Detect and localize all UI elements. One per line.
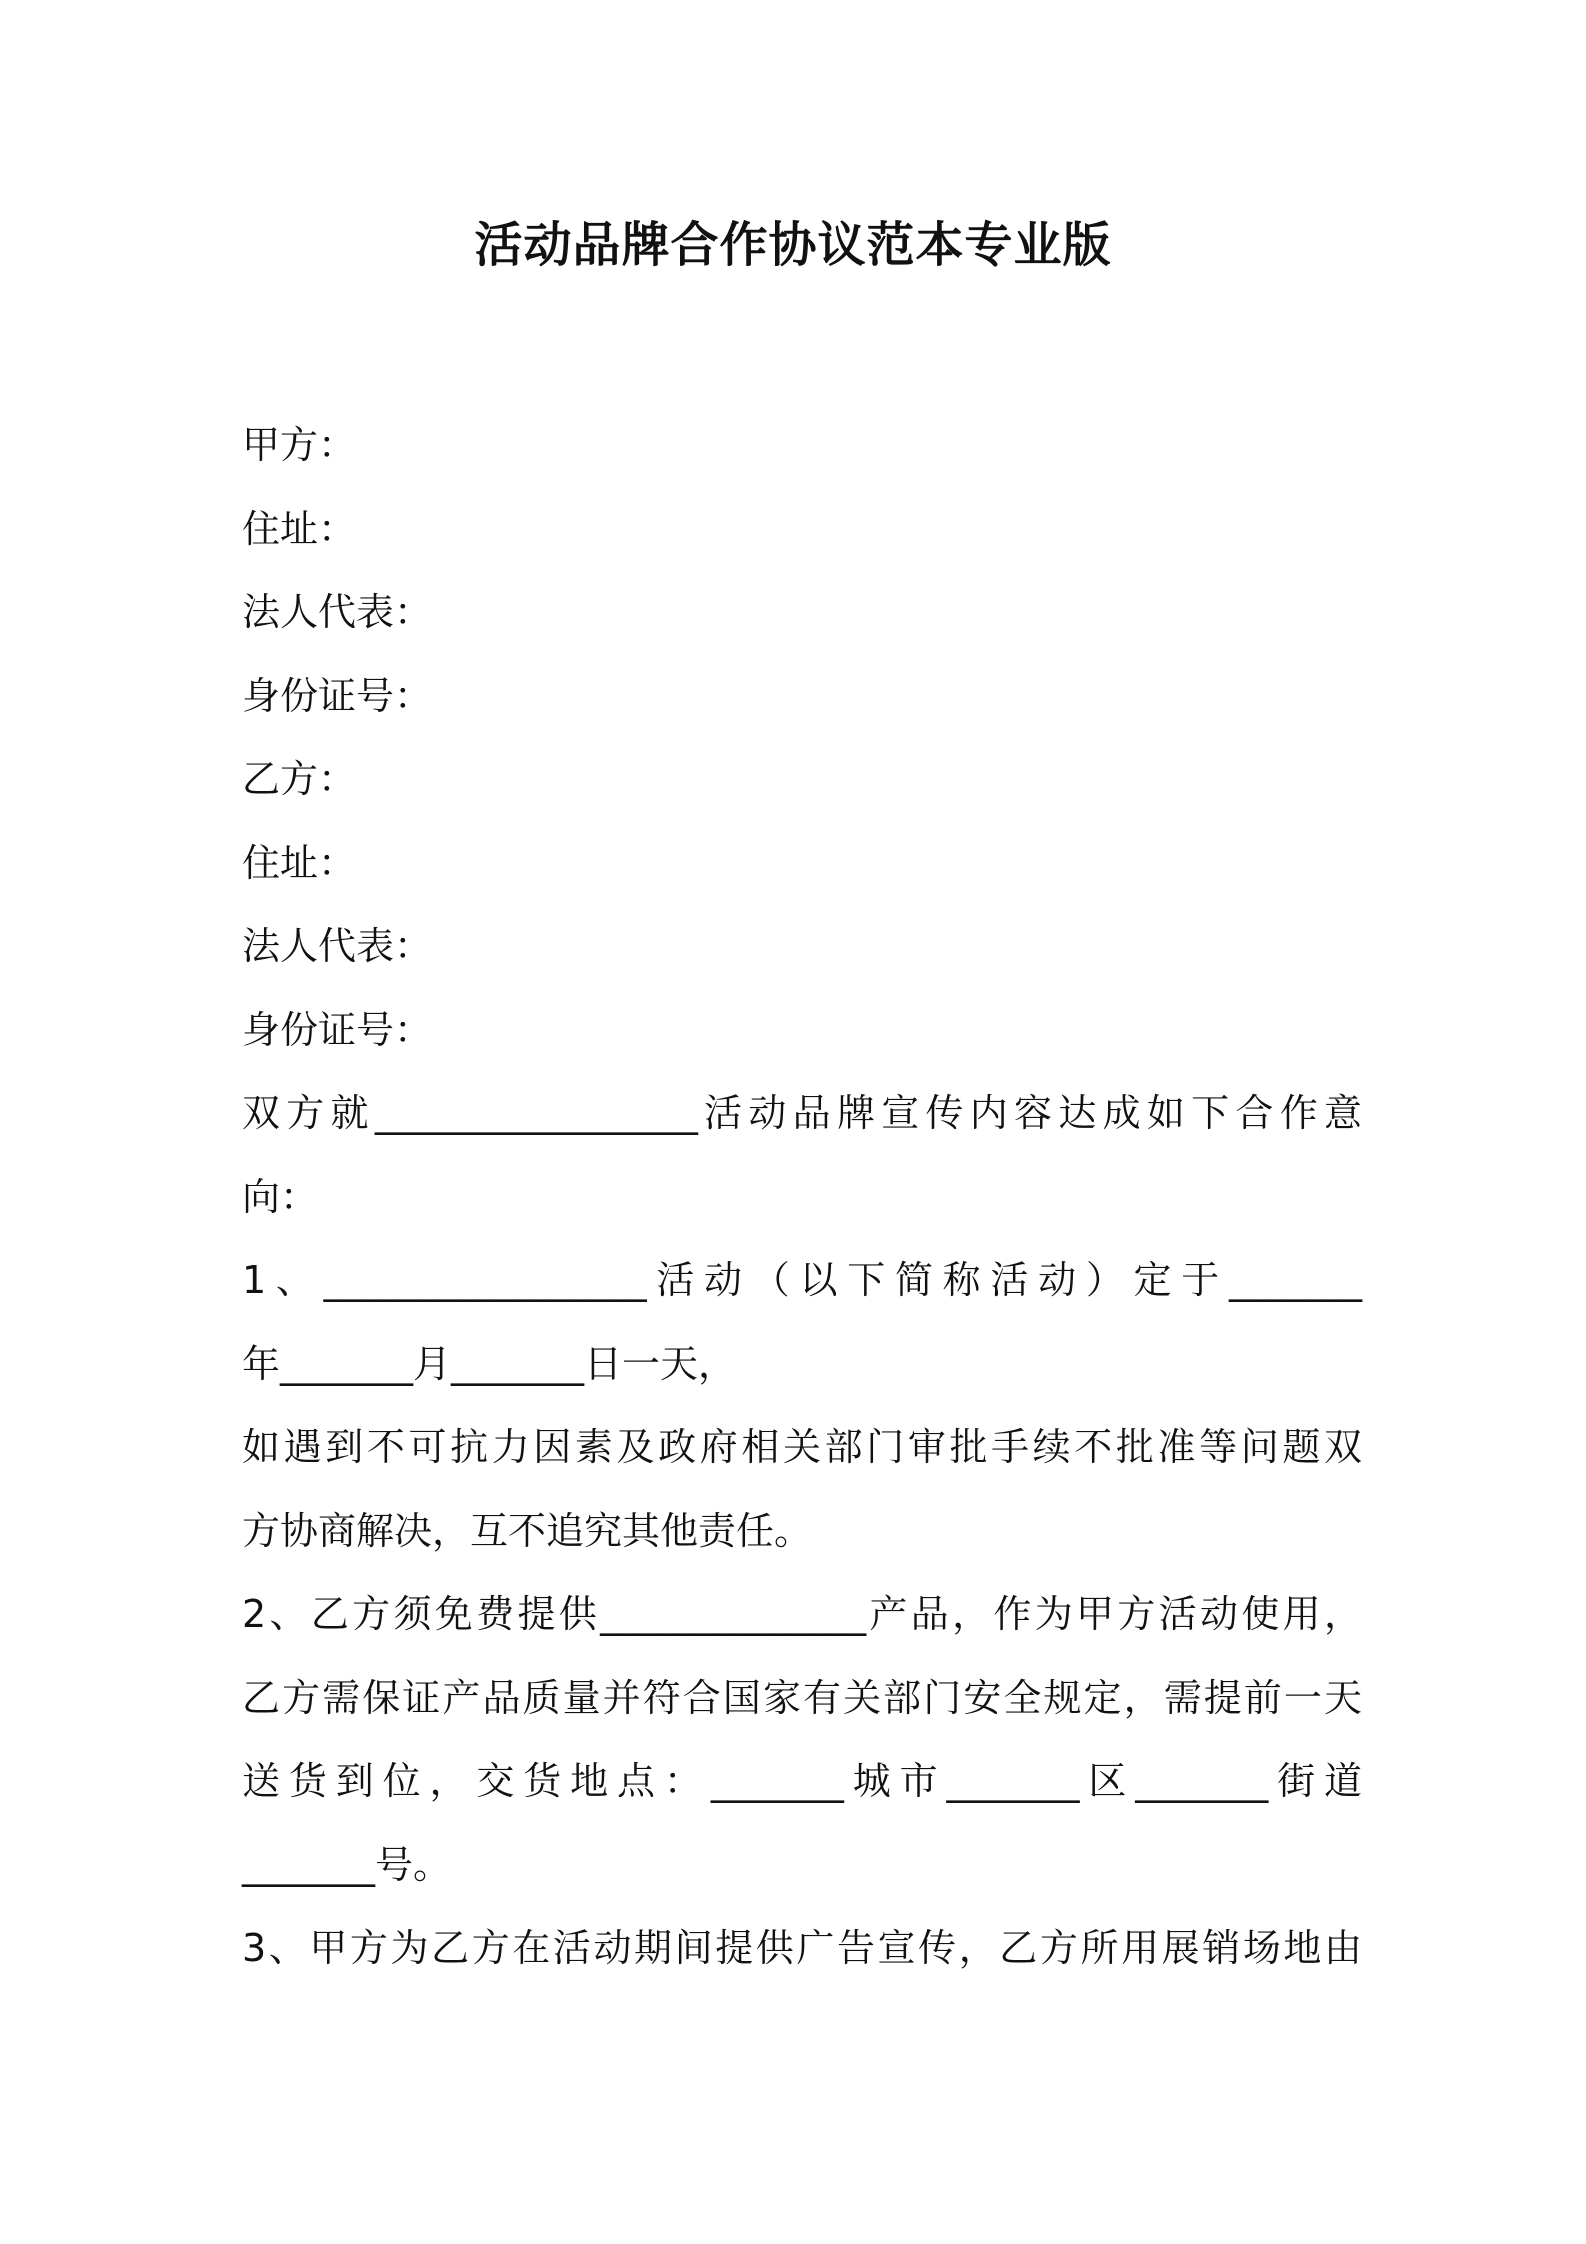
party-a-legal-rep-label: 法人代表： (242, 590, 433, 634)
party-b-id-number-label: 身份证号： (242, 1007, 433, 1052)
party-b-label: 乙方： (242, 757, 357, 801)
clause-1-line-1: 1、_________________活动（以下简称活动）定于_______ (242, 1258, 1362, 1302)
intro-paragraph-line-1: 双方就_________________活动品牌宣传内容达成如下合作意 (242, 1091, 1362, 1135)
clause-3-line-1: 3、甲方为乙方在活动期间提供广告宣传，乙方所用展销场地由 (242, 1926, 1362, 1970)
party-a-label: 甲方： (242, 423, 357, 467)
document-title: 活动品牌合作协议范本专业版 (474, 217, 1112, 273)
clause-2-line-4: _______号。 (242, 1842, 452, 1887)
document-body (242, 404, 1362, 1991)
clause-1-line-4: 方协商解决，互不追究其他责任。 (242, 1508, 813, 1553)
clause-1-line-3: 如遇到不可抗力因素及政府相关部门审批手续不批准等问题双 (242, 1425, 1362, 1469)
clause-2-line-1: 2、乙方须免费提供______________产品，作为甲方活动使用， (242, 1592, 1362, 1636)
clause-2-line-2: 乙方需保证产品质量并符合国家有关部门安全规定，需提前一天 (242, 1675, 1362, 1720)
party-a-id-number-label: 身份证号： (242, 673, 433, 718)
party-b-address-label: 住址： (242, 840, 357, 885)
party-b-legal-rep-label: 法人代表： (242, 924, 433, 968)
clause-1-line-2: 年_______月_______日一天， (242, 1341, 737, 1386)
intro-paragraph-line-2: 向： (242, 1174, 319, 1219)
clause-2-line-3: 送货到位，交货地点：_______城市_______区_______街道 (242, 1759, 1362, 1803)
party-a-address-label: 住址： (242, 506, 357, 551)
